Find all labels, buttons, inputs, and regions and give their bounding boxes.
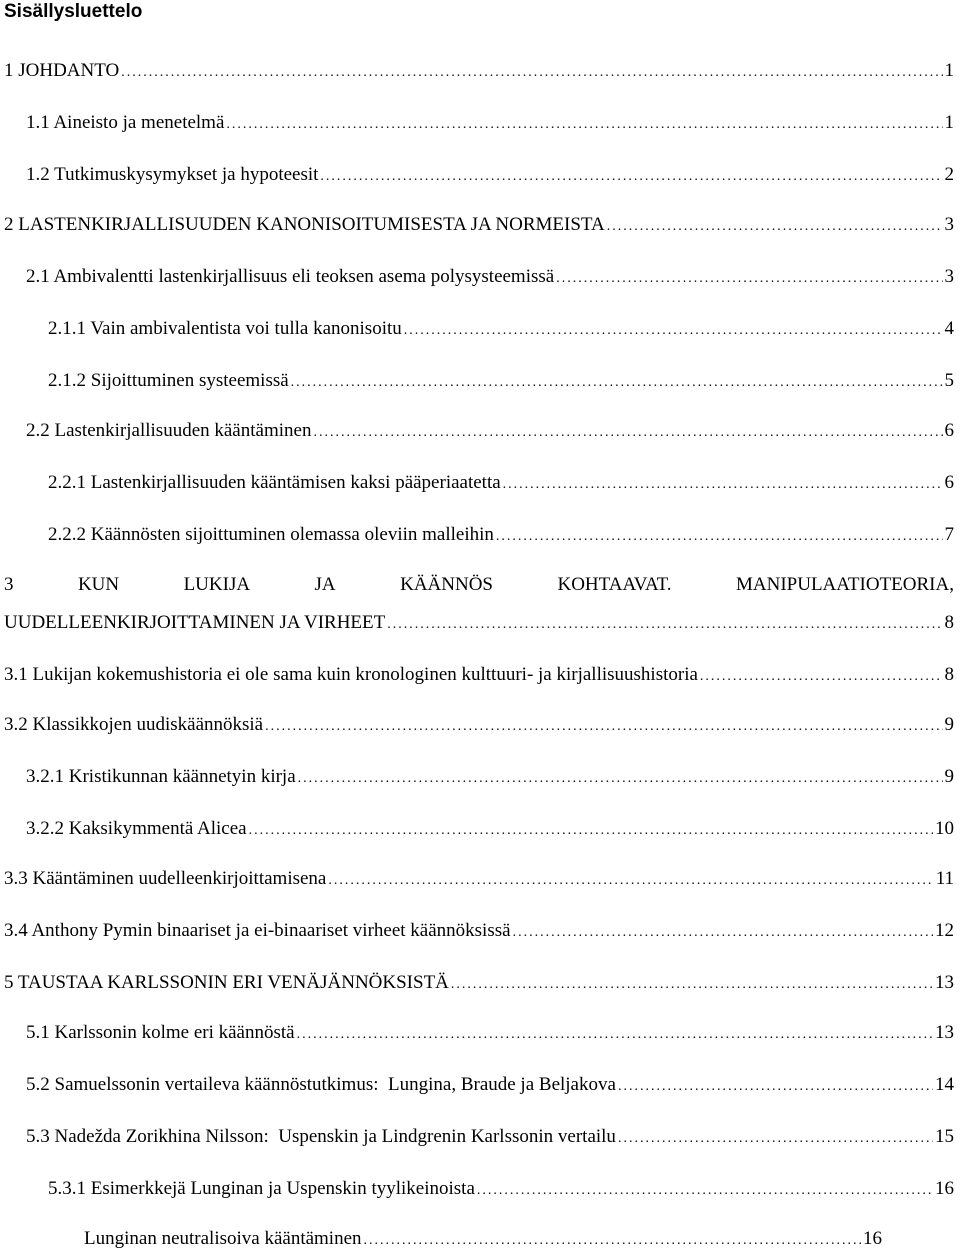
toc-entry-page: 14 bbox=[935, 1074, 954, 1095]
toc-entry-page: 2 bbox=[944, 164, 954, 185]
toc-entry[interactable] bbox=[4, 660, 954, 690]
toc-entry-page: 5 bbox=[944, 370, 954, 391]
toc-entry-page: 16 bbox=[935, 1178, 954, 1199]
dot-leader bbox=[265, 712, 942, 742]
toc-entry-text: 5.3 Nadežda Zorikhina Nilsson: Uspenskin ja Lindgrenin Karlssonin vertailu bbox=[26, 1126, 616, 1147]
dot-leader bbox=[328, 866, 933, 896]
toc-entry-page: 6 bbox=[944, 472, 954, 493]
heading-word: 3 bbox=[4, 574, 14, 595]
toc-entry-text: 5.1 Karlssonin kolme eri käännöstä bbox=[26, 1022, 295, 1043]
heading-word: LUKIJA bbox=[183, 574, 251, 595]
toc-entry[interactable] bbox=[4, 710, 954, 740]
toc-entry[interactable] bbox=[48, 520, 954, 550]
toc-entry-page: 13 bbox=[935, 972, 954, 993]
toc-entry-text: UUDELLEENKIRJOITTAMINEN JA VIRHEET bbox=[4, 612, 386, 633]
toc-entry-page: 6 bbox=[944, 420, 954, 441]
dot-leader bbox=[291, 368, 943, 398]
toc-entry-page: 10 bbox=[935, 818, 954, 839]
toc-entry-text: 2.2.1 Lastenkirjallisuuden kääntämisen kaksi pääperiaatetta bbox=[48, 472, 501, 493]
toc-entry[interactable] bbox=[26, 1018, 954, 1048]
toc-entry[interactable] bbox=[48, 366, 954, 396]
toc-entry-heading-line[interactable] bbox=[4, 570, 954, 600]
toc-entry[interactable] bbox=[4, 608, 954, 638]
heading-word: KUN bbox=[77, 574, 120, 595]
dot-leader bbox=[320, 162, 942, 192]
toc-entry[interactable] bbox=[48, 468, 954, 498]
dot-leader bbox=[249, 816, 933, 846]
heading-word: MANIPULAATIOTEORIA, bbox=[736, 574, 954, 595]
toc-entry[interactable] bbox=[4, 864, 954, 894]
toc-entry[interactable] bbox=[4, 210, 954, 240]
toc-entry[interactable] bbox=[26, 108, 954, 138]
toc-entry[interactable] bbox=[26, 262, 954, 292]
toc-entry-page: 16 bbox=[863, 1228, 882, 1249]
dot-leader bbox=[607, 212, 943, 242]
toc-entry-page: 9 bbox=[944, 714, 954, 735]
toc-entry-text: 2.2.2 Käännösten sijoittuminen olemassa oleviin malleihin bbox=[48, 524, 494, 545]
dot-leader bbox=[477, 1176, 933, 1206]
toc-entry[interactable] bbox=[26, 814, 954, 844]
toc-entry-text: 3.3 Kääntäminen uudelleenkirjoittamisena bbox=[4, 868, 327, 889]
toc-entry[interactable] bbox=[26, 416, 954, 446]
heading-word: KOHTAAVAT. bbox=[557, 574, 672, 595]
dot-leader bbox=[496, 522, 943, 552]
toc-entry[interactable] bbox=[4, 916, 954, 946]
toc-entry-text: 2.1.1 Vain ambivalentista voi tulla kanonisoitu bbox=[48, 318, 402, 339]
toc-entry-page: 12 bbox=[935, 920, 954, 941]
toc-entry-text: 3.2.2 Kaksikymmentä Alicea bbox=[26, 818, 247, 839]
toc-entry-text: 1 JOHDANTO bbox=[4, 60, 120, 81]
toc-entry-page: 8 bbox=[944, 612, 954, 633]
toc-entry[interactable] bbox=[48, 1174, 954, 1204]
toc-entry-text: 2.1 Ambivalentti lastenkirjallisuus eli teoksen asema polysysteemissä bbox=[26, 266, 555, 287]
toc-entry[interactable] bbox=[4, 968, 954, 998]
toc-entry-text: 3.4 Anthony Pymin binaariset ja ei-binaariset virheet käännöksissä bbox=[4, 920, 511, 941]
toc-entry-text: 1.1 Aineisto ja menetelmä bbox=[26, 112, 225, 133]
dot-leader bbox=[298, 764, 943, 794]
toc-entry-page: 1 bbox=[944, 60, 954, 81]
toc-entry[interactable] bbox=[26, 1070, 954, 1100]
dot-leader bbox=[451, 970, 933, 1000]
toc-entry-page: 7 bbox=[944, 524, 954, 545]
toc-entry[interactable] bbox=[26, 160, 954, 190]
toc-entry-text: 5.2 Samuelssonin vertaileva käännöstutkimus: Lungina, Braude ja Beljakova bbox=[26, 1074, 616, 1095]
toc-entry-page: 3 bbox=[944, 214, 954, 235]
dot-leader bbox=[121, 58, 942, 88]
toc-entry-text: 2.1.2 Sijoittuminen systeemissä bbox=[48, 370, 289, 391]
toc-entry[interactable] bbox=[26, 1122, 954, 1152]
toc-entry[interactable] bbox=[48, 314, 954, 344]
toc-entry-page: 1 bbox=[944, 112, 954, 133]
dot-leader bbox=[313, 418, 942, 448]
toc-entry-page: 11 bbox=[935, 868, 954, 889]
toc-entry-text: Lunginan neutralisoiva kääntäminen bbox=[84, 1228, 362, 1249]
toc-entry-text: 2 LASTENKIRJALLISUUDEN KANONISOITUMISESTA JA NORMEISTA bbox=[4, 214, 605, 235]
dot-leader bbox=[618, 1124, 933, 1154]
dot-leader bbox=[618, 1072, 933, 1102]
dot-leader bbox=[297, 1020, 933, 1050]
toc-entry-text: 1.2 Tutkimuskysymykset ja hypoteesit bbox=[26, 164, 319, 185]
dot-leader bbox=[387, 610, 942, 640]
toc-entry-text: 2.2 Lastenkirjallisuuden kääntäminen bbox=[26, 420, 312, 441]
toc-entry-page: 8 bbox=[944, 664, 954, 685]
toc-entry-page: 4 bbox=[944, 318, 954, 339]
toc-entry-text: 5 TAUSTAA KARLSSONIN ERI VENÄJÄNNÖKSISTÄ bbox=[4, 972, 449, 993]
dot-leader bbox=[226, 110, 942, 140]
toc-entry-text: 5.3.1 Esimerkkejä Lunginan ja Uspenskin tyylikeinoista bbox=[48, 1178, 475, 1199]
toc-entry-text: 3.2.1 Kristikunnan käännetyin kirja bbox=[26, 766, 296, 787]
dot-leader bbox=[513, 918, 933, 948]
dot-leader bbox=[404, 316, 943, 346]
heading-word: JA bbox=[314, 574, 336, 595]
page-title: Sisällysluettelo bbox=[4, 1, 143, 22]
toc-entry-page: 9 bbox=[944, 766, 954, 787]
toc-entry-page: 13 bbox=[935, 1022, 954, 1043]
dot-leader bbox=[556, 264, 942, 294]
heading-word: KÄÄNNÖS bbox=[400, 574, 494, 595]
toc-entry-page: 3 bbox=[944, 266, 954, 287]
dot-leader bbox=[503, 470, 943, 500]
toc-entry[interactable] bbox=[26, 762, 954, 792]
toc-entry-text: 3.2 Klassikkojen uudiskäännöksiä bbox=[4, 714, 264, 735]
toc-entry[interactable] bbox=[4, 56, 954, 86]
toc-entry[interactable] bbox=[84, 1224, 882, 1254]
toc-entry-page: 15 bbox=[935, 1126, 954, 1147]
dot-leader bbox=[700, 662, 943, 692]
toc-entry-text: 3.1 Lukijan kokemushistoria ei ole sama kuin kronologinen kulttuuri- ja kirjallisuushistoria bbox=[4, 664, 698, 685]
